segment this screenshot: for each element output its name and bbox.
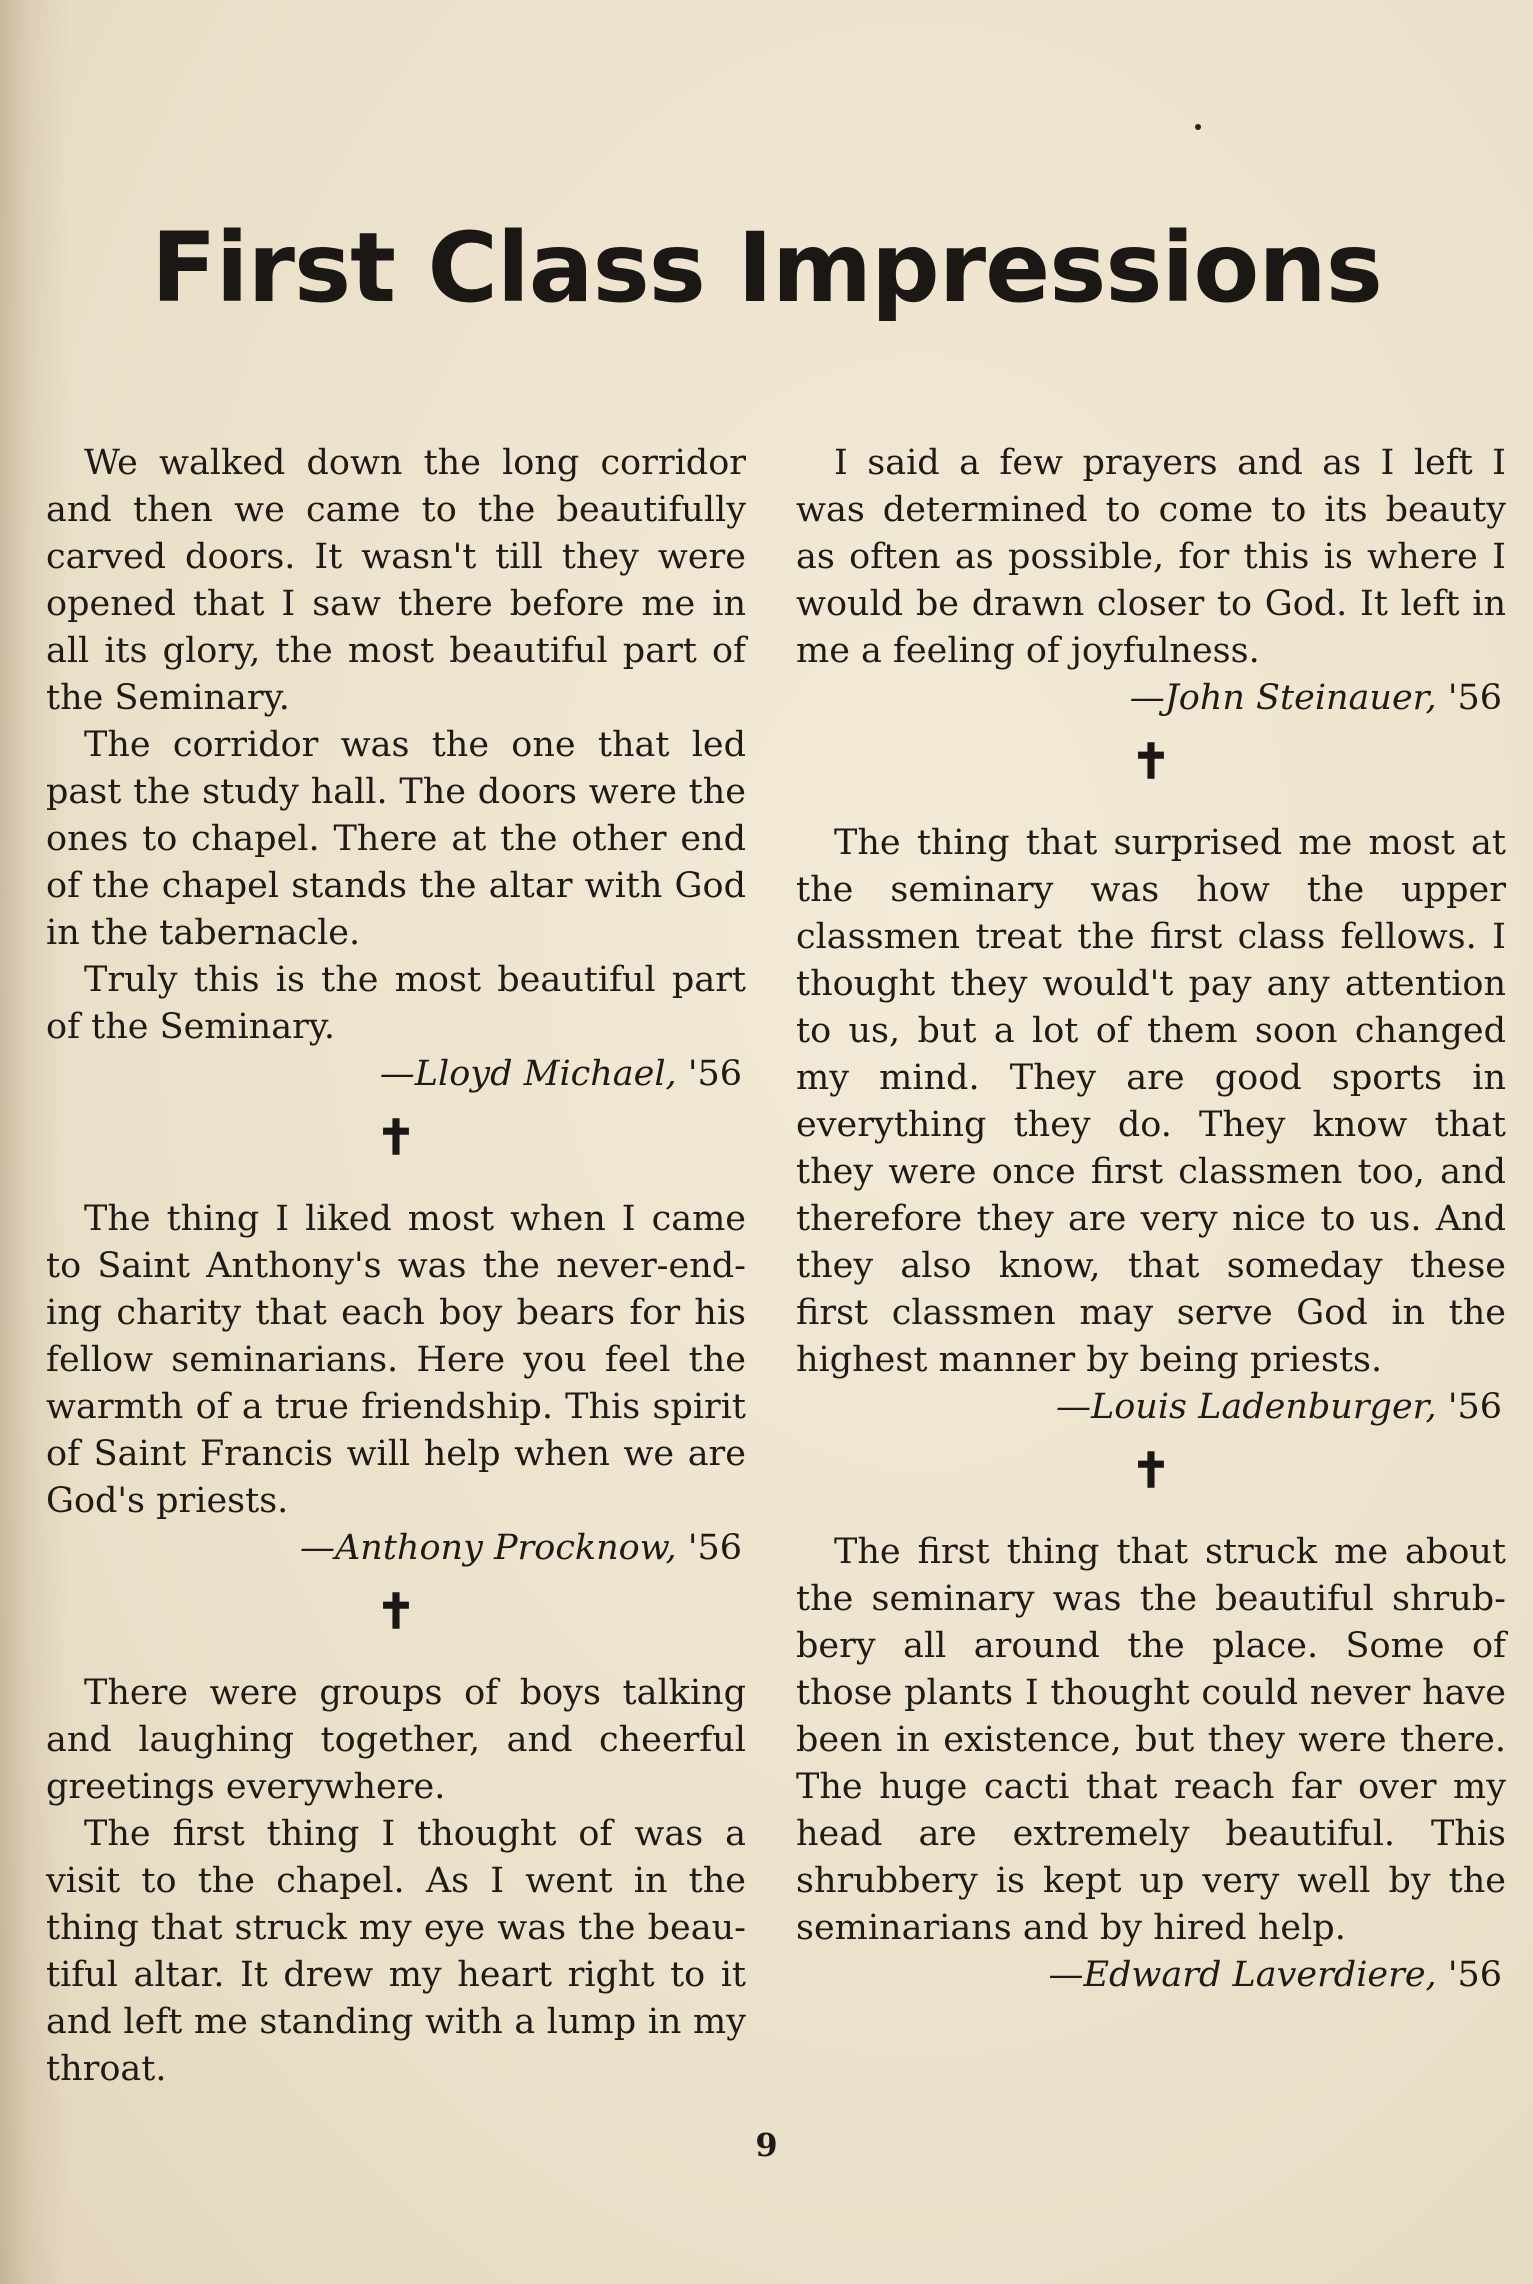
entry-paragraph: There were groups of boys talking and laughing together, and cheerful greetings everywhere.: [46, 1673, 746, 1807]
article-entry: [796, 440, 1506, 722]
author-signature: [796, 675, 1506, 722]
left-column: [46, 440, 746, 2093]
class-year: '56: [1447, 1955, 1502, 1995]
author-signature: [46, 1051, 746, 1098]
entry-paragraph: The first thing that struck me about the seminary was the beautiful shrubbery all around the place. Some of those plants I thought could never have been in existence, but they were there. The huge cacti that reach far over my head are extremely beautiful. This shrubbery is kept up very well by the seminarians and by hired help.: [796, 1532, 1506, 1948]
article-entry: [46, 1196, 746, 1572]
entry-paragraph: The thing that surprised me most at the seminary was how the upper classmen treat the first class fellows. I thought they would't pay any attention to us, but a lot of them soon changed my mind. They are good sports in everything they do. They know that they were once first classmen too, and therefore they are very nice to us. And they also know, that someday these first classmen may serve God in the highest manner by being priests.: [796, 823, 1506, 1380]
author-name: —Lloyd Michael,: [379, 1054, 677, 1094]
entry-paragraph: The thing I liked most when I came to Saint Anthony's was the never-ending charity that each boy bears for his fellow seminarians. Here you feel the warmth of a true friendship. This spirit of Saint Francis will help when we are God's priests.: [46, 1199, 746, 1521]
entry-paragraph: We walked down the long corridor and then we came to the beautifully carved doors. It wasn't till they were opened that I saw there before me in all its glory, the most beautiful part of the Seminary.: [46, 443, 746, 718]
cross-divider-icon: ✝: [1130, 1443, 1172, 1499]
entry-paragraph: The corridor was the one that led past the study hall. The doors were the ones to chapel. There at the other end of the chapel stands the altar with God in the tabernacle.: [46, 725, 746, 953]
author-name: —John Steinauer,: [1129, 678, 1437, 718]
ink-speck: [1195, 124, 1201, 130]
cross-divider-icon: ✝: [375, 1110, 417, 1166]
class-year: '56: [687, 1054, 742, 1094]
author-name: —Edward Laverdiere,: [1048, 1955, 1437, 1995]
entry-paragraph: I said a few prayers and as I left I was determined to come to its beauty as often as possible, for this is where I would be drawn closer to God. It left in me a feeling of joyfulness.: [796, 443, 1506, 671]
author-signature: [796, 1384, 1506, 1431]
cross-divider-icon: ✝: [1130, 734, 1172, 790]
cross-divider-icon: ✝: [375, 1584, 417, 1640]
article-entry: [796, 1529, 1506, 1999]
right-column: [796, 440, 1506, 1999]
entry-paragraph: Truly this is the most beautiful part of the Seminary.: [46, 960, 746, 1047]
author-name: —Louis Ladenburger,: [1055, 1387, 1437, 1427]
author-signature: [796, 1952, 1506, 1999]
article-entry: [46, 440, 746, 1098]
class-year: '56: [687, 1528, 742, 1568]
entry-paragraph: The first thing I thought of was a visit to the chapel. As I went in the thing that struck my eye was the beautiful altar. It drew my heart right to it and left me standing with a lump in my throat.: [46, 1814, 746, 2089]
page-number: 9: [755, 2126, 778, 2164]
class-year: '56: [1447, 678, 1502, 718]
article-entry: [796, 820, 1506, 1431]
page-title: First Class Impressions: [151, 212, 1382, 324]
class-year: '56: [1447, 1387, 1502, 1427]
author-name: —Anthony Procknow,: [300, 1528, 677, 1568]
article-entry: [46, 1670, 746, 2093]
author-signature: [46, 1525, 746, 1572]
